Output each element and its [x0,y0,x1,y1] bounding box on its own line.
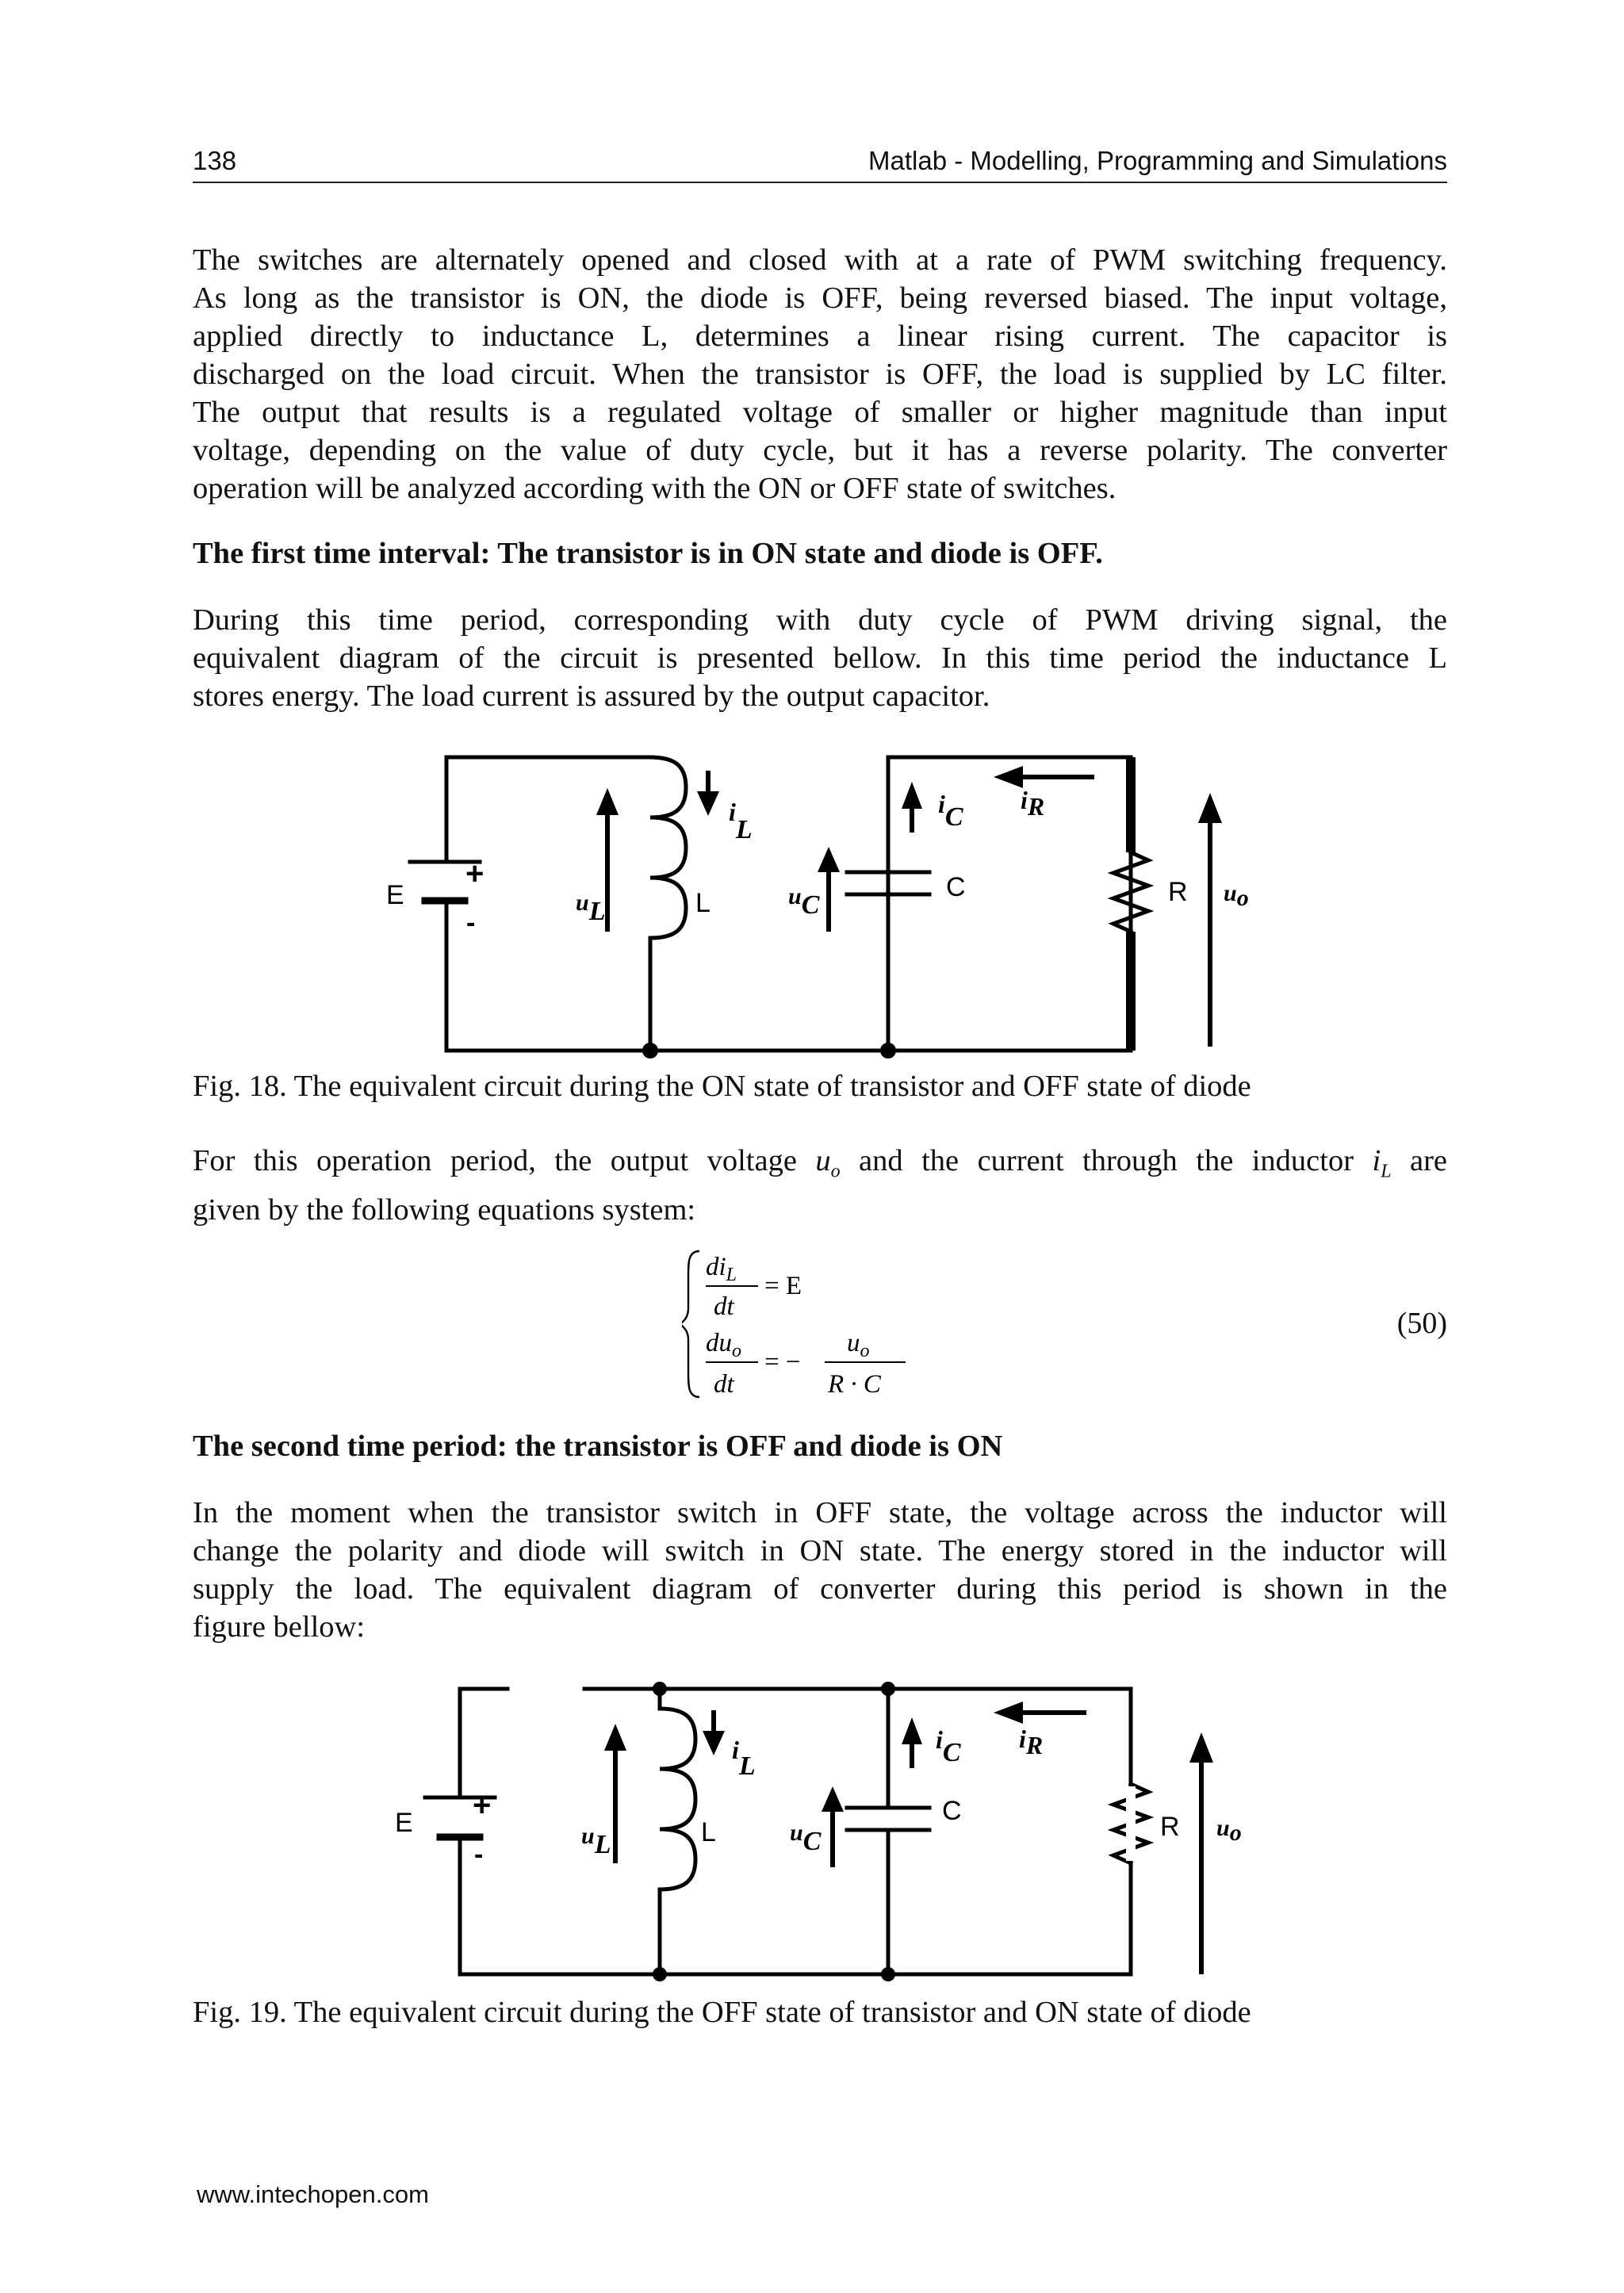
equation-50 [682,1245,952,1403]
junction-dot [880,1043,896,1058]
text-line: voltage, depending on the value of duty cycle, but it has a reverse polarity. The converter [193,434,1447,467]
text-line: For this operation period, the output voltage $u_o$ and the current through the inductor $i_L$ are [193,1144,1447,1182]
u-c-arrow-head [822,1786,844,1812]
label-e: E [386,880,404,910]
second-period-paragraph [193,1494,1447,1646]
text-line: change the polarity and diode will switch in ON state. The energy stored in the inductor will [193,1534,1447,1568]
equation-number: (50) [1396,1307,1447,1340]
figure-18-circuit [0,745,1624,1062]
label-l: L [701,1817,716,1847]
text-line: figure bellow: [193,1610,366,1644]
u-o-arrow-shaft [1208,809,1212,1047]
section-heading-second-period: The second time period: the transistor is OFF and diode is ON [193,1430,1003,1463]
i-r-arrow-head [994,1702,1023,1724]
text-line: applied directly to inductance L, determines a linear rising current. The capacitor is [193,320,1447,353]
label-i-r: iR [1019,1725,1044,1759]
label-u-l: uL [581,1823,611,1859]
label-r: R [1160,1812,1180,1842]
text-line: supply the load. The equivalent diagram of converter during this period is shown in the [193,1572,1447,1606]
label-u-o: uo [1216,1815,1242,1846]
label-i-r: iR [1021,786,1045,821]
label-i-c: iC [936,1725,961,1767]
figure-19-caption: Fig. 19. The equivalent circuit during the OFF state of transistor and ON state of diode [193,1996,1251,2029]
inductor-coil [650,757,686,1051]
i-r-arrow-head [994,766,1023,788]
label-minus: - [474,1839,484,1870]
text-line: stores energy. The load current is assured by the output capacitor. [193,679,990,713]
eq-numerator-uo: $u_o$ [847,1329,870,1361]
eq-denominator-rc: R · C [828,1370,881,1399]
i-l-arrow-shaft [706,771,710,794]
eq-denominator-dt: dt [714,1370,734,1399]
running-title: Matlab - Modelling, Programming and Simulations [868,146,1447,175]
text-line: The output that results is a regulated voltage of smaller or higher magnitude than input [193,396,1447,429]
label-i-c: iC [938,790,963,832]
label-c: C [942,1796,962,1826]
i-l-arrow-head [703,1731,725,1755]
u-c-arrow-head [818,847,840,872]
label-l: L [695,888,710,918]
eq-numerator-du: $du_o$ [706,1329,741,1361]
i-l-arrow-shaft [711,1710,716,1734]
junction-dot [653,1682,667,1696]
text-line: given by the following equations system: [193,1192,696,1227]
u-l-arrow-head [604,1724,626,1751]
text-line: discharged on the load circuit. When the transistor is OFF, the load is supplied by LC filter. [193,358,1447,391]
i-r-arrow-shaft [1019,1710,1086,1715]
junction-dot [653,1967,667,1981]
inductor-coil [660,1689,695,1974]
junction-dot [881,1682,895,1696]
junction-dot [642,1043,658,1058]
section-heading-first-interval: The first time interval: The transistor is in ON state and diode is OFF. [193,537,1103,570]
label-minus: - [466,908,476,938]
wire [1126,757,1136,852]
eq-numerator-di: $di_L$ [706,1253,737,1285]
u-o-arrow-head [1189,1732,1213,1763]
circuit-diagram-off-state [0,1673,1624,1990]
label-plus: + [473,1788,492,1823]
eq-rhs-e: = E [764,1272,802,1300]
junction-dot [881,1967,895,1981]
label-i-l: iL [732,1736,756,1781]
text-line: equivalent diagram of the circuit is presented bellow. In this time period the inductance L [193,641,1447,675]
text-line: The switches are alternately opened and closed with at a rate of PWM switching frequency. [193,243,1447,277]
header-rule [193,182,1447,183]
wire [1126,932,1136,1051]
label-u-c: uC [790,1820,822,1856]
eq-denominator-dt: dt [714,1292,734,1321]
footer-url: www.intechopen.com [197,2180,429,2208]
label-i-l: iL [729,798,753,844]
circuit-diagram-on-state [0,745,1624,1062]
i-c-arrow-head [902,1717,922,1744]
u-o-arrow-head [1198,793,1222,823]
operation-paragraph [193,1142,1447,1229]
text-line: operation will be analyzed according with the ON or OFF state of switches. [193,472,1116,505]
i-c-arrow-head [902,782,922,809]
label-u-l: uL [576,890,606,926]
equation-brace [682,1251,699,1397]
label-plus: + [465,856,485,891]
figure-18-caption: Fig. 18. The equivalent circuit during the ON state of transistor and OFF state of diode [193,1070,1251,1103]
intro-paragraph [193,241,1447,507]
label-c: C [946,872,966,902]
u-o-arrow-shaft [1199,1748,1204,1974]
label-e: E [395,1808,413,1838]
eq-equals-minus: = − [764,1348,801,1376]
figure-19-circuit [0,1673,1624,1990]
u-l-arrow-shaft [605,809,610,932]
text-line: During this time period, corresponding with duty cycle of PWM driving signal, the [193,603,1447,637]
u-l-arrow-head [596,788,619,815]
text-line: In the moment when the transistor switch in OFF state, the voltage across the inductor will [193,1496,1447,1529]
label-r: R [1168,877,1188,907]
first-interval-paragraph [193,601,1447,715]
label-u-c: uC [788,883,820,920]
page-number: 138 [193,146,237,175]
u-l-arrow-shaft [613,1744,618,1863]
label-u-o: uo [1224,880,1249,911]
text-line: As long as the transistor is ON, the diode is OFF, being reversed biased. The input voltage, [193,281,1447,315]
i-l-arrow-head [697,791,719,816]
i-r-arrow-shaft [1019,775,1094,779]
resistor-gap [1126,1786,1136,1861]
